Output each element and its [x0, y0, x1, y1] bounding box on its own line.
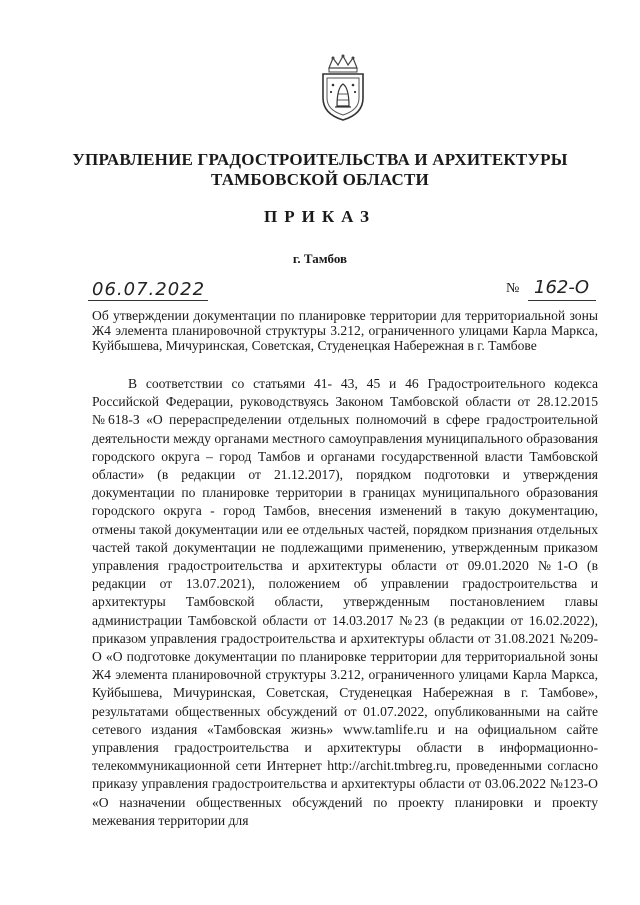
organization-name-line2: ТАМБОВСКОЙ ОБЛАСТИ	[211, 170, 429, 189]
order-number: 162-О	[534, 277, 590, 298]
order-date: 06.07.2022	[92, 279, 206, 300]
coat-of-arms-icon	[319, 54, 367, 122]
order-body-paragraph: В соответствии со статьями 41- 43, 45 и 46 Градостроительного кодекса Российской Федерации, руководствуясь Законом Тамбовской области от 28.12.2015 №618-З «О перераспределении отдельных полномочий в сфере градостроительной деятельности между органами местного самоуправления муниципального образования городского округа – город Тамбов и органами государственной власти Тамбовской области» (в редакции от 21.12.2017), порядком подготовки и утверждения документации по планировке территории в границах муниципального образования городского округа - город Тамбов, внесения изменений в такую документацию, отмены такой документации или ее отдельных частей, порядком признания отдельных частей такой документации не подлежащими применению, утвержденным приказом управления градостроительства и архитектуры области от 09.01.2020 №1-О (в редакции от 13.07.2021), положением об управлении градостроительства и архитектуры Тамбовской области, утвержденным постановлением главы администрации Тамбовской области от 14.03.2017 №23 (в редакции от 16.02.2022), приказом управления градостроительства и архитектуры области от 31.08.2021 №209-О «О подготовке документации по планировке территории для территориальной зоны Ж4 элемента планировочной структуры 3.212, ограниченного улицами Карла Маркса, Куйбышева, Мичуринская, Советская, Студенецкая Набережная в г. Тамбове», результатами общественных обсуждений от 01.07.2022, опубликованными на сайте сетевого издания «Тамбовская жизнь» www.tamlife.ru и на официальном сайте управления градостроительства и архитектуры области в информационно-телекоммуникационной сети Интернет http://archit.tmbreg.ru, проведенными согласно приказу управления градостроительства и архитектуры области от 03.06.2022 №123-О «О назначении общественных обсуждений по проекту планировки и проекту межевания территории для	[92, 376, 598, 828]
city-name: г. Тамбов	[292, 251, 348, 266]
date-underline	[88, 300, 208, 301]
organization-name	[60, 150, 580, 190]
number-sign: №	[506, 281, 520, 296]
document-type: ПРИКАЗ	[264, 207, 376, 226]
order-subject: Об утверждении документации по планировке территории для территориальной зоны Ж4 элемента планировочной структуры 3.212, ограниченного улицами Карла Маркса, Куйбышева, Мичуринская, Советская, Студенецкая Набережная в г. Тамбове	[92, 308, 598, 353]
number-underline	[528, 300, 596, 301]
organization-name-line1: УПРАВЛЕНИЕ ГРАДОСТРОИТЕЛЬСТВА И АРХИТЕКТУРЫ	[72, 150, 568, 169]
